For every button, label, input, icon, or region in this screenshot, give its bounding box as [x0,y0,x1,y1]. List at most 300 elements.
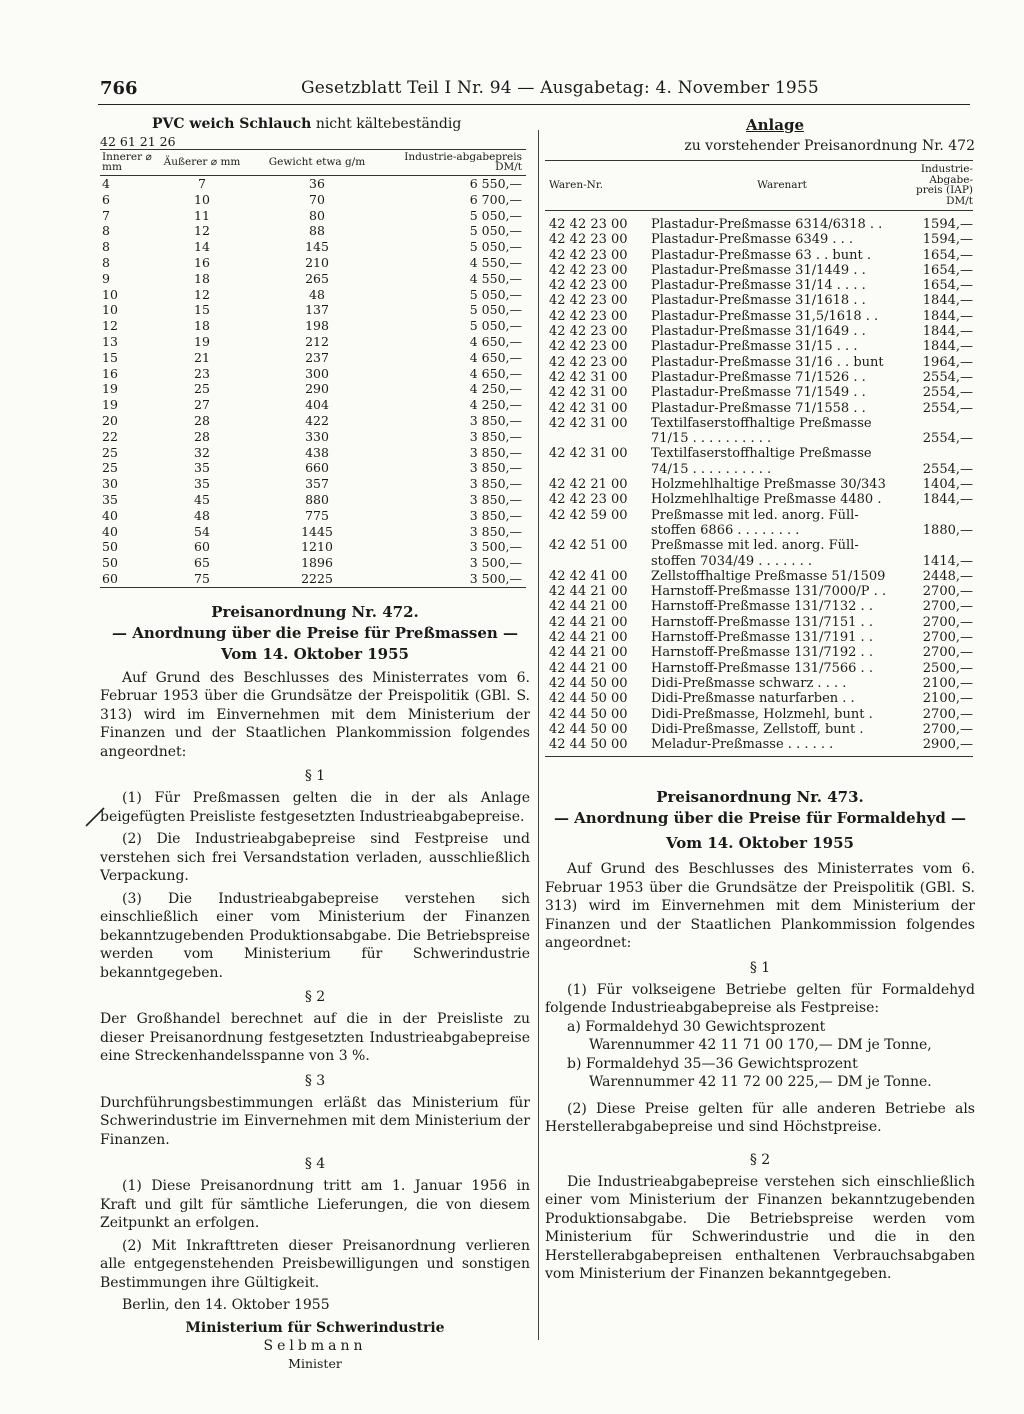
anlage-cell-number: 42 42 23 00 [549,492,628,508]
pvc-cell-inner: 40 [102,523,118,539]
pvc-table-row [100,476,526,492]
pvc-cell-price: 3 850,— [469,476,522,492]
anlage-table-row [545,676,973,691]
order472-signer: Selbmann [263,1337,367,1354]
anlage-header-number: Waren-Nr. [545,161,649,211]
pvc-title-rest: nicht kältebeständig [315,116,462,132]
pvc-cell-weight: 1445 [301,523,333,539]
pvc-cell-inner: 19 [102,397,118,413]
pvc-cell-inner: 6 [102,191,110,207]
pvc-cell-price: 5 050,— [469,302,522,318]
anlage-cell-number: 42 42 31 00 [549,385,628,401]
anlage-table-row [545,278,973,293]
pvc-cell-outer: 10 [194,191,210,207]
order473-date: Vom 14. Oktober 1955 [666,834,854,853]
header-title: Gesetzblatt Teil I Nr. 94 — Ausgabetag: 4. November 1955 [301,78,819,98]
order473-title: Preisanordnung Nr. 473. [656,788,864,807]
pvc-table-row [100,334,526,350]
order472-section-2: § 2 [304,989,326,1006]
anlage-table-row [545,263,973,278]
anlage-cell-type: 74/15 . . . . . . . . . . [651,461,772,477]
order472-preamble: Auf Grund des Beschlusses des Ministerrates vom 6. Februar 1953 über die Grundsätze der Preispolitik (GBl. S. 313) wird im Einvernehmen mit dem Ministerium der Finanzen und der Staatlichen Plankommission folgendes angeordnet: [100,669,530,760]
pvc-cell-inner: 8 [102,239,110,255]
anlage-table-row [545,523,973,538]
anlage-cell-price: 2500,— [922,660,973,676]
anlage-cell-price: 1844,— [922,339,973,355]
pvc-cell-outer: 35 [194,476,210,492]
item-a-price: Warennummer 42 11 71 00 170,— DM je Tonne, [589,1037,932,1054]
anlage-cell-type: Harnstoff-Preßmasse 131/7191 . . [651,630,873,646]
anlage-cell-price: 1654,— [922,278,973,294]
pvc-cell-weight: 1896 [301,555,333,571]
pvc-table-row [100,492,526,508]
anlage-cell-number: 42 42 23 00 [549,278,628,294]
anlage-cell-price: 2554,— [922,431,973,447]
anlage-cell-type: Plastadur-Preßmasse 6349 . . . [651,232,854,248]
pvc-cell-price: 3 850,— [469,523,522,539]
pvc-cell-inner: 8 [102,223,110,239]
pvc-cell-weight: 300 [305,365,329,381]
anlage-table-row [545,401,973,416]
pvc-cell-weight: 880 [305,491,329,507]
pvc-table-row [100,524,526,540]
pvc-cell-outer: 75 [162,571,242,587]
order472-ministry: Ministerium für Schwerindustrie [185,1319,445,1336]
anlage-cell-number: 42 42 31 00 [549,446,628,462]
anlage-cell-price [913,416,973,431]
pvc-table-row [100,429,526,445]
anlage-cell-type: Didi-Preßmasse, Zellstoff, bunt . [651,721,864,737]
column-divider [538,130,539,1340]
pvc-cell-weight: 36 [309,176,325,191]
pvc-cell-price: 5 050,— [469,223,522,239]
anlage-table-row [545,370,973,385]
anlage-cell-number: 42 42 31 00 [549,369,628,385]
order472-date: Vom 14. Oktober 1955 [221,644,409,663]
anlage-cell-price: 2700,— [922,584,973,600]
anlage-cell-price: 1844,— [922,492,973,508]
pvc-cell-price: 3 850,— [469,444,522,460]
anlage-table-row [545,339,973,354]
pvc-cell-outer: 19 [194,333,210,349]
anlage-cell-type: Plastadur-Preßmasse 6314/6318 . . [651,217,883,232]
pvc-table-row [100,508,526,524]
anlage-title: Anlage [746,116,804,134]
anlage-cell-number: 42 44 50 00 [545,737,649,757]
anlage-cell-type: Textilfaserstoffhaltige Preßmasse [651,446,872,462]
pvc-table-row [100,539,526,555]
pvc-cell-inner: 10 [102,286,118,302]
pvc-cell-weight: 422 [305,412,329,428]
pvc-cell-weight: 48 [309,286,325,302]
order472-signer-title: Minister [288,1355,342,1371]
pvc-table-row [100,302,526,318]
pvc-cell-weight: 210 [305,254,329,270]
anlage-header-price: Industrie-Abgabe-preis (IAP) DM/t [913,161,973,211]
anlage-table-row [545,416,973,431]
pvc-cell-price: 5 050,— [469,286,522,302]
pvc-cell-outer: 32 [194,444,210,460]
anlage-cell-type: Holzmehlhaltige Preßmasse 4480 . [651,492,882,508]
anlage-price-table [545,160,973,757]
anlage-table-body [545,211,973,757]
anlage-table-row [545,661,973,676]
pvc-header-price: Industrie-abgabepreis DM/t [392,150,526,176]
item-a-label: a) Formaldehyd 30 Gewichtsprozent [567,1018,826,1035]
anlage-cell-number: 42 44 21 00 [549,584,628,600]
pvc-cell-inner: 12 [102,318,118,334]
anlage-table-row [545,309,973,324]
pvc-cell-weight: 145 [305,239,329,255]
pvc-table-row [100,381,526,397]
pvc-cell-outer: 45 [194,491,210,507]
anlage-table-row [545,691,973,706]
anlage-table-row [545,645,973,660]
anlage-cell-price: 2700,— [922,645,973,661]
pvc-cell-outer: 27 [194,397,210,413]
pvc-cell-inner: 9 [102,270,110,286]
anlage-cell-number: 42 42 23 00 [549,324,628,340]
pvc-cell-inner: 16 [102,365,118,381]
anlage-cell-type: Holzmehlhaltige Preßmasse 30/343 [651,477,886,493]
anlage-cell-number [545,554,649,569]
pvc-cell-weight: 80 [309,207,325,223]
pvc-cell-inner: 22 [102,428,118,444]
pvc-cell-price: 4 650,— [469,333,522,349]
anlage-cell-price: 2700,— [922,599,973,615]
order472-s1-p2: (2) Die Industrieabgabepreise sind Festpreise und verstehen sich frei Versandstation verladen, ausschließlich Verpackung. [100,831,530,885]
anlage-cell-number: 42 44 21 00 [549,614,628,630]
pvc-cell-weight: 137 [305,302,329,318]
anlage-cell-number: 42 42 59 00 [549,507,628,523]
pvc-cell-weight: 265 [305,270,329,286]
pvc-cell-outer: 35 [194,460,210,476]
anlage-table-row [545,431,973,446]
anlage-table-row [545,554,973,569]
pvc-cell-outer: 60 [194,539,210,555]
pvc-cell-inner: 60 [100,571,162,587]
pvc-cell-price: 3 500,— [469,539,522,555]
anlage-cell-price: 1844,— [922,293,973,309]
order472-s1-p1: (1) Für Preßmassen gelten die in der als Anlage beigefügten Preisliste festgesetzten Industrieabgabepreise. [100,790,530,825]
order472-s2-p1: Der Großhandel berechnet auf die in der Preisliste zu dieser Preisanordnung festgesetzten Industrieabgabepreise eine Streckenhandelsspanne von 3 %. [100,1011,530,1065]
anlage-cell-price: 2900,— [913,737,973,757]
anlage-cell-type: Plastadur-Preßmasse 31/16 . . bunt [651,354,884,370]
pvc-cell-outer: 21 [194,349,210,365]
anlage-table-row [545,385,973,400]
pvc-cell-price: 3 850,— [469,428,522,444]
anlage-cell-price: 1594,— [922,217,973,232]
anlage-cell-number: 42 42 23 00 [549,262,628,278]
anlage-cell-number: 42 42 23 00 [549,217,628,232]
anlage-cell-type: Preßmasse mit led. anorg. Füll- [651,538,859,554]
order472-s4-p2: (2) Mit Inkrafttreten dieser Preisanordnung verlieren alle entgegenstehenden Preisbewilligungen und sonstigen Bestimmungen ihre Gültigkeit. [100,1237,530,1291]
pvc-cell-inner: 25 [102,460,118,476]
anlage-cell-type: stoffen 7034/49 . . . . . . . [651,553,813,569]
anlage-cell-price: 2700,— [922,614,973,630]
pvc-cell-weight: 404 [305,397,329,413]
anlage-cell-price: 2100,— [922,691,973,707]
pvc-table-title [152,116,530,132]
pvc-cell-weight: 290 [305,381,329,397]
anlage-table-row [545,462,973,477]
pvc-table-row [100,571,526,587]
anlage-cell-type: Plastadur-Preßmasse 71/1526 . . [651,369,866,385]
pvc-cell-outer: 65 [194,555,210,571]
pvc-cell-weight: 330 [305,428,329,444]
pvc-table-row [100,223,526,239]
anlage-cell-number: 42 44 21 00 [549,599,628,615]
anlage-cell-price: 1414,— [922,553,973,569]
item-b-label: b) Formaldehyd 35—36 Gewichtsprozent [567,1055,858,1072]
pvc-cell-inner: 25 [102,444,118,460]
anlage-cell-number: 42 42 23 00 [549,247,628,263]
anlage-table-row [545,355,973,370]
pvc-cell-outer: 7 [198,176,206,191]
order473-subtitle: — Anordnung über die Preise für Formaldehyd — [553,809,967,828]
anlage-cell-type: Harnstoff-Preßmasse 131/7151 . . [651,614,873,630]
order473-s1-p1: (1) Für volkseigene Betriebe gelten für Formaldehyd folgende Industrieabgabepreise als Festpreise: [545,981,975,1017]
pvc-cell-weight: 660 [305,460,329,476]
pvc-table-row [100,445,526,461]
pvc-cell-weight: 88 [309,223,325,239]
pvc-cell-outer: 15 [194,302,210,318]
formaldehyd-item-b [567,1055,975,1092]
pvc-cell-weight: 198 [305,318,329,334]
anlage-table-row [545,492,973,507]
anlage-cell-type: Textilfaserstoffhaltige Preßmasse [651,415,872,431]
pvc-table-row [100,555,526,571]
anlage-cell-type: Plastadur-Preßmasse 63 . . bunt . [651,247,871,263]
pvc-code: 42 61 21 26 [100,134,176,149]
anlage-cell-type: Plastadur-Preßmasse 31,5/1618 . . [651,308,879,324]
pvc-cell-weight: 1210 [301,539,333,555]
anlage-cell-price: 2448,— [922,568,973,584]
anlage-cell-number: 42 44 50 00 [549,721,628,737]
pvc-cell-inner: 10 [102,302,118,318]
pvc-title-bold: PVC weich Schlauch [152,116,312,132]
anlage-cell-price: 2700,— [922,721,973,737]
pvc-table-row [100,397,526,413]
anlage-cell-type: Harnstoff-Preßmasse 131/7000/P . . [651,584,887,600]
pvc-cell-price: 4 250,— [469,397,522,413]
anlage-table-row [545,232,973,247]
anlage-table-row [545,584,973,599]
order472-s3-p1: Durchführungsbestimmungen erläßt das Ministerium für Schwerindustrie im Einvernehmen mit dem Ministerium der Finanzen. [100,1094,530,1148]
anlage-cell-type: Meladur-Preßmasse . . . . . . [649,737,913,757]
order473-section-1: § 1 [749,959,771,976]
order472-s1-p3: (3) Die Industrieabgabepreise verstehen sich einschließlich einer vom Ministerium der Finanzen bekanntzugebenden Produktionsabgabe. Die Betriebspreise werden vom Ministerium für Schwerindustrie bekanntgegeben. [100,890,530,981]
pvc-cell-price: 4 650,— [469,349,522,365]
anlage-cell-number: 42 44 50 00 [549,706,628,722]
pvc-table-row [100,239,526,255]
anlage-cell-price [913,538,973,553]
anlage-cell-type: Plastadur-Preßmasse 71/1549 . . [651,385,866,401]
pvc-table-row [100,350,526,366]
pvc-cell-outer: 12 [194,286,210,302]
pvc-cell-outer: 14 [194,239,210,255]
order473-s1-p2: (2) Diese Preise gelten für alle anderen Betriebe als Herstellerabgabepreise und sind Höchstpreise. [545,1100,975,1136]
anlage-cell-type: Zellstoffhaltige Preßmasse 51/1509 [651,568,886,584]
pvc-cell-inner: 30 [102,476,118,492]
pvc-cell-price: 4 650,— [469,365,522,381]
pvc-table-row [100,287,526,303]
anlage-cell-price: 1880,— [922,522,973,538]
anlage-cell-price [913,508,973,523]
order472-section-3: § 3 [304,1072,326,1089]
order473-preamble: Auf Grund des Beschlusses des Ministerrates vom 6. Februar 1953 über die Grundsätze der Preispolitik (GBl. S. 313) wird im Einvernehmen mit dem Ministerium der Finanzen und der Staatlichen Plankommission folgendes angeordnet: [545,861,975,952]
anlage-table-row [545,508,973,523]
pvc-cell-inner: 15 [102,349,118,365]
pvc-cell-inner: 40 [102,507,118,523]
order473-section-2: § 2 [749,1151,771,1168]
anlage-cell-number: 42 42 21 00 [549,477,628,493]
order472-section-1: § 1 [304,768,326,785]
anlage-cell-number: 42 44 21 00 [549,630,628,646]
pvc-cell-outer: 23 [194,365,210,381]
anlage-cell-type: Didi-Preßmasse, Holzmehl, bunt . [651,706,873,722]
page-header [98,78,970,105]
pvc-header-outer: Äußerer ⌀ mm [162,150,242,176]
pvc-cell-inner: 13 [102,333,118,349]
pvc-cell-price: 4 250,— [469,381,522,397]
anlage-table-row [545,477,973,492]
page-number: 766 [100,78,138,99]
pvc-cell-weight: 357 [305,476,329,492]
anlage-table-row [545,569,973,584]
pvc-cell-weight: 775 [305,507,329,523]
anlage-cell-number: 42 44 50 00 [549,675,628,691]
anlage-table-row [545,293,973,308]
anlage-cell-number: 42 42 23 00 [549,308,628,324]
pvc-cell-weight: 438 [305,444,329,460]
pvc-cell-price: 3 500,— [392,571,526,587]
pvc-price-table [100,149,526,588]
anlage-cell-type: Plastadur-Preßmasse 31/1449 . . [651,262,866,278]
pvc-cell-outer: 48 [194,507,210,523]
anlage-table-row [545,630,973,645]
pvc-cell-price: 3 850,— [469,412,522,428]
anlage-cell-type: Plastadur-Preßmasse 31/1649 . . [651,324,866,340]
pvc-cell-outer: 18 [194,318,210,334]
anlage-table-row [545,446,973,461]
anlage-cell-number: 42 42 31 00 [549,400,628,416]
anlage-cell-price: 2554,— [922,369,973,385]
formaldehyd-item-a [567,1018,975,1055]
anlage-header-type: Warenart [649,161,913,211]
anlage-cell-price: 1594,— [922,232,973,248]
pvc-cell-inner: 50 [102,555,118,571]
anlage-cell-type: Didi-Preßmasse naturfarben . . [651,691,855,707]
item-b-price: Warennummer 42 11 72 00 225,— DM je Tonne. [589,1074,932,1091]
anlage-table-row [545,707,973,722]
pvc-table-row [100,413,526,429]
pvc-table-row [100,366,526,382]
anlage-cell-type: Plastadur-Preßmasse 31/14 . . . . [651,278,866,294]
anlage-table-row [545,599,973,614]
pvc-header-weight: Gewicht etwa g/m [242,150,392,176]
anlage-cell-number [545,431,649,446]
anlage-cell-number: 42 42 23 00 [549,339,628,355]
anlage-cell-type: Harnstoff-Preßmasse 131/7566 . . [651,660,873,676]
pvc-cell-price: 4 550,— [469,270,522,286]
anlage-cell-price: 2554,— [922,461,973,477]
pvc-cell-outer: 12 [194,223,210,239]
pvc-cell-outer: 18 [194,270,210,286]
anlage-table-row [545,211,973,233]
anlage-cell-number [545,523,649,538]
anlage-cell-price: 2554,— [922,385,973,401]
anlage-table-row [545,248,973,263]
pvc-table-row [100,318,526,334]
pvc-table-row [100,460,526,476]
anlage-cell-number: 42 42 41 00 [549,568,628,584]
pvc-cell-inner: 8 [102,254,110,270]
pvc-cell-weight: 212 [305,333,329,349]
pvc-cell-inner: 4 [102,176,110,191]
pvc-cell-outer: 25 [194,381,210,397]
pvc-header-inner: Innerer ⌀ mm [100,150,162,176]
anlage-cell-price [913,446,973,461]
left-column [100,116,530,1373]
anlage-cell-number: 42 42 23 00 [549,293,628,309]
pvc-table-row [100,271,526,287]
anlage-cell-number: 42 44 21 00 [549,660,628,676]
pvc-cell-inner: 7 [102,207,110,223]
anlage-subtitle: zu vorstehender Preisanordnung Nr. 472 [684,138,975,154]
pvc-cell-price: 5 050,— [469,207,522,223]
anlage-cell-price: 1844,— [922,308,973,324]
pvc-cell-outer: 28 [194,412,210,428]
anlage-cell-type: Plastadur-Preßmasse 31/15 . . . [651,339,858,355]
pvc-cell-outer: 16 [194,254,210,270]
anlage-cell-price: 1654,— [922,262,973,278]
pvc-cell-price: 3 500,— [469,555,522,571]
anlage-cell-number: 42 42 31 00 [549,415,628,431]
pvc-cell-inner: 35 [102,491,118,507]
pvc-cell-inner: 50 [102,539,118,555]
pvc-cell-weight: 2225 [242,571,392,587]
order472-title: Preisanordnung Nr. 472. [211,602,419,621]
pvc-cell-price: 3 850,— [469,460,522,476]
pvc-cell-outer: 11 [194,207,210,223]
anlage-table-row [545,737,973,757]
anlage-cell-price: 2700,— [922,706,973,722]
pvc-cell-price: 4 550,— [469,254,522,270]
anlage-cell-number [545,462,649,477]
anlage-cell-type: 71/15 . . . . . . . . . . [651,431,772,447]
pvc-cell-inner: 20 [102,412,118,428]
anlage-cell-price: 2700,— [922,630,973,646]
anlage-table-row [545,324,973,339]
anlage-cell-type: Preßmasse mit led. anorg. Füll- [651,507,859,523]
pvc-cell-outer: 54 [194,523,210,539]
anlage-cell-type: Plastadur-Preßmasse 71/1558 . . [651,400,866,416]
pvc-table-row [100,192,526,208]
pvc-table-row [100,255,526,271]
anlage-table-row [545,615,973,630]
order472-section-4: § 4 [304,1156,326,1173]
anlage-cell-number: 42 42 23 00 [549,354,628,370]
anlage-cell-price: 2100,— [922,675,973,691]
order472-subtitle: — Anordnung über die Preise für Preßmassen — [112,623,518,642]
anlage-cell-number: 42 44 50 00 [549,691,628,707]
pvc-cell-price: 5 050,— [469,318,522,334]
anlage-cell-type: Harnstoff-Preßmasse 131/7132 . . [651,599,873,615]
anlage-table-row [545,538,973,553]
pvc-table-body [100,176,526,588]
anlage-cell-number: 42 42 23 00 [549,232,628,248]
